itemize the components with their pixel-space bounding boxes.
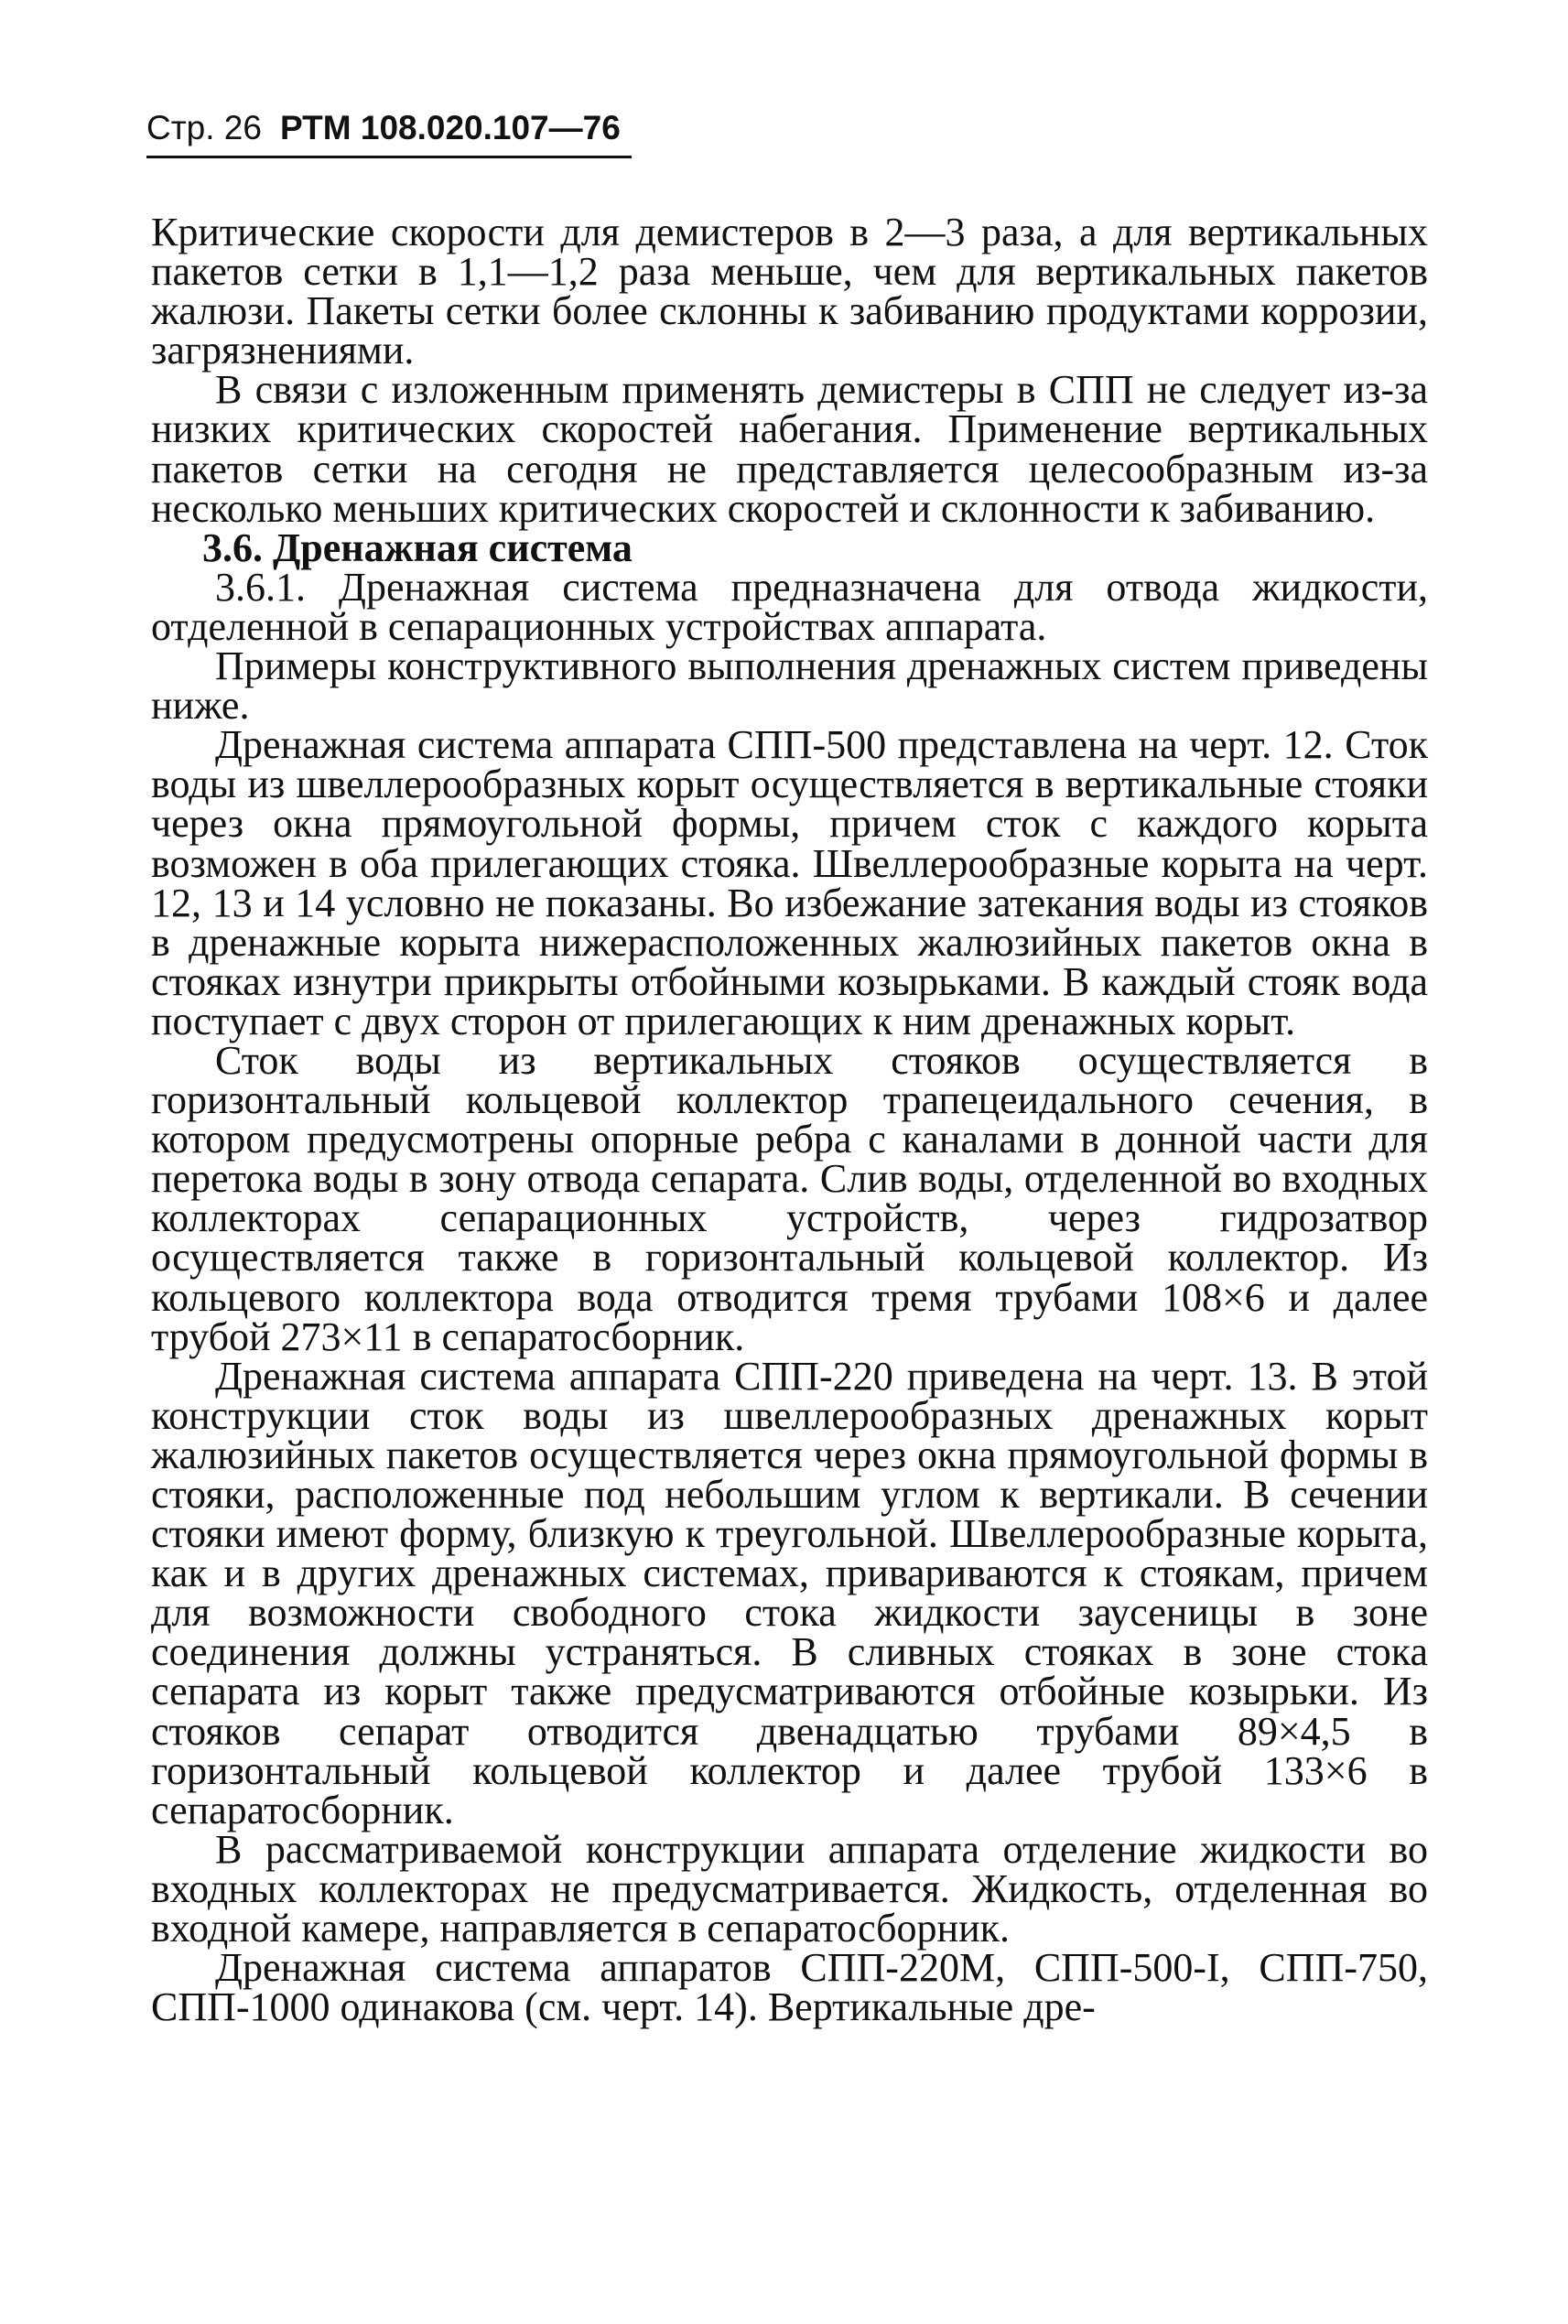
paragraph: Дренажная система аппарата СПП-220 приведена на черт. 13. В этой конструкции сток воды из швеллерообразных дренажных корыт жалюзийных пакетов осуществляется через окна прямоугольной формы в стояки, расположенные под небольшим углом к вертикали. В сечении стояки имеют форму, близкую к треугольной. Швеллерообразные корыта, как и в других дренажных системах, привариваются к стоякам, причем для возможности свободного стока жидкости заусеницы в зоне соединения должны устраняться. В сливных стояках в зоне стока сепарата из корыт также предусматриваются отбойные козырьки. Из стояков сепарат отводится двенадцатью трубами 89×4,5 в горизонтальный кольцевой коллектор и далее трубой 133×6 в сепаратосборник. — [151, 1353, 1428, 1832]
paragraph: В рассматриваемой конструкции аппарата отделение жидкости во входных коллекторах не предусматривается. Жидкость, отделенная во входной камере, направляется в сепаратосборник. — [151, 1826, 1428, 1951]
paragraph: Дренажная система аппарата СПП-500 представлена на черт. 12. Сток воды из швеллерообразных корыт осуществляется в вертикальные стояки через окна прямоугольной формы, причем сток с каждого корыта возможен в оба прилегающих стояка. Швеллерообразные корыта на черт. 12, 13 и 14 условно не показаны. Во избежание затекания воды из стояков в дренажные корыта нижерасположенных жалюзийных пакетов окна в стояках изнутри прикрыты отбойными козырьками. В каждый стояк вода поступает с двух сторон от прилегающих к ним дренажных корыт. — [151, 722, 1428, 1043]
paragraph: В связи с изложенным применять демистеры в СПП не следует из-за низких критических скоростей набегания. Применение вертикальных пакетов сетки на сегодня не представляется целесообразным из-за несколько меньших критических скоростей и склонности к забиванию. — [151, 367, 1428, 531]
running-header — [146, 108, 621, 148]
paragraph: Примеры конструктивного выполнения дренажных систем приведены ниже. — [151, 643, 1428, 729]
header-rule — [146, 156, 632, 158]
paragraph: Критические скорости для демистеров в 2—3 раза, а для вертикальных пакетов сетки в 1,1—1,2 раза меньше, чем для вертикальных пакетов жалюзи. Пакеты сетки более склонны к забиванию продуктами коррозии, загрязнениями. — [151, 210, 1428, 373]
body-text — [151, 210, 1428, 2030]
paragraph: Сток воды из вертикальных стояков осуществляется в горизонтальный кольцевой коллектор трапецеидального сечения, в котором предусмотрены опорные ребра с каналами в донной части для перетока воды в зону отвода сепарата. Слив воды, отделенной во входных коллекторах сепарационных устройств, через гидрозатвор осуществляется также в горизонтальный кольцевой коллектор. Из кольцевого коллектора вода отводится тремя трубами 108×6 и далее трубой 273×11 в сепаратосборник. — [151, 1037, 1428, 1359]
section-heading: 3.6. Дренажная система — [202, 524, 633, 570]
page-number: Стр. 26 — [146, 109, 262, 146]
paragraph: 3.6.1. Дренажная система предназначена для отвода жидкости, отделенной в сепарационных устройствах аппарата. — [151, 564, 1428, 649]
paragraph: Дренажная система аппаратов СПП-220М, СПП-500-I, СПП-750, СПП-1000 одинакова (см. черт. 14). Вертикальные дре- — [151, 1945, 1428, 2030]
document-code: РТМ 108.020.107—76 — [279, 109, 621, 146]
